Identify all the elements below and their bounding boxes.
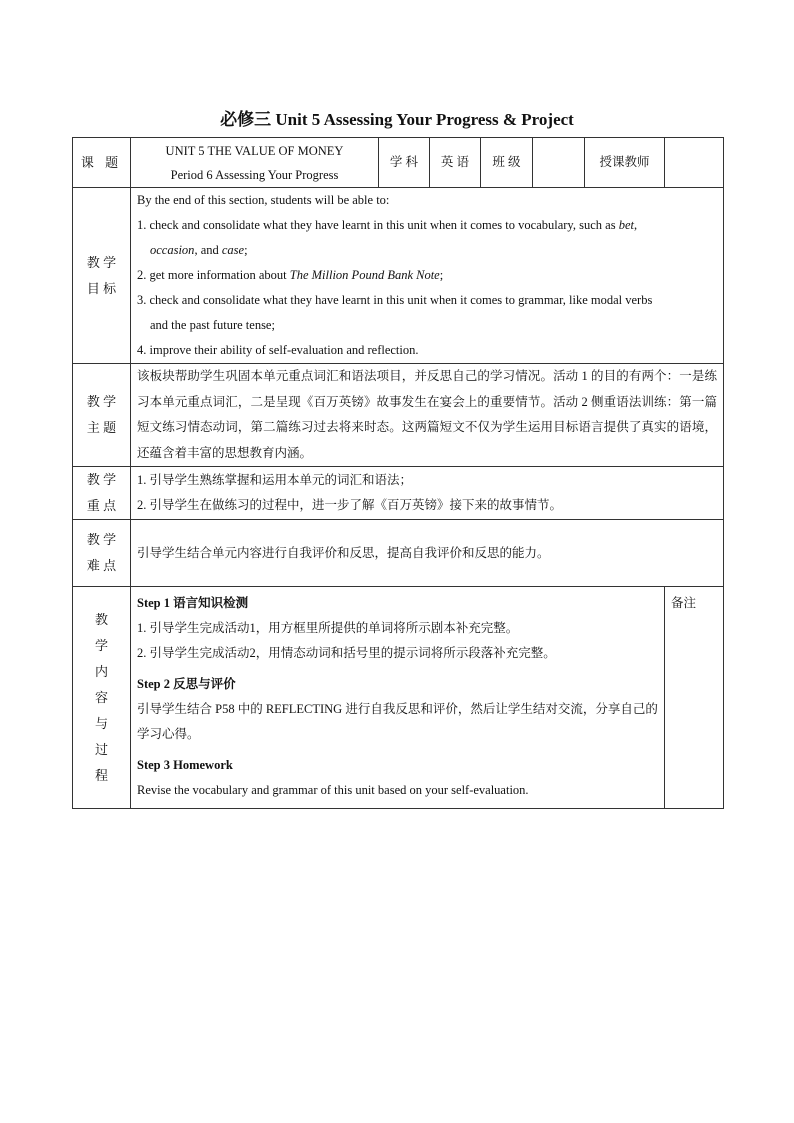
objective-item-2: 2. get more information about The Million Pound Bank Note;: [137, 268, 444, 282]
lesson-plan-table: [72, 137, 724, 809]
step3-text: Revise the vocabulary and grammar of this unit based on your self-evaluation.: [137, 783, 529, 797]
key-points-content: [131, 467, 724, 520]
objective-item-1: 1. check and consolidate what they have learnt in this unit when it comes to vocabulary, such as bet,: [137, 218, 638, 232]
objective-item-3-cont: and the past future tense;: [150, 318, 275, 332]
objectives-intro: By the end of this section, students will be able to:: [137, 193, 390, 207]
subject-value: 英 语: [430, 138, 481, 188]
objectives-row: [73, 188, 724, 364]
period-line: Period 6 Assessing Your Progress: [170, 167, 339, 182]
class-value: [533, 138, 585, 188]
difficulties-label: 教 学 难 点: [73, 520, 131, 587]
step3-title: Step 3 Homework: [137, 758, 233, 772]
key-point-1: 1. 引导学生熟练掌握和运用本单元的词汇和语法；: [137, 473, 413, 487]
unit-line: UNIT 5 THE VALUE OF MONEY: [165, 143, 344, 158]
key-points-label: 教 学 重 点: [73, 467, 131, 520]
process-label: 教 学 内 容 与 过 程: [73, 587, 131, 809]
class-label: 班 级: [481, 138, 533, 188]
document-title: 必修三 Unit 5 Assessing Your Progress & Project: [220, 110, 574, 129]
step1-item-1: 1. 引导学生完成活动1，用方框里所提供的单词将所示剧本补充完整。: [137, 621, 519, 635]
objective-item-4: 4. improve their ability of self-evaluation and reflection.: [137, 343, 419, 357]
teacher-label: 授课教师: [585, 138, 665, 188]
topic-label: 课 题: [73, 138, 131, 188]
notes-label: 备注: [671, 596, 697, 610]
theme-label: 教 学 主 题: [73, 364, 131, 467]
difficulties-content: 引导学生结合单元内容进行自我评价和反思，提高自我评价和反思的能力。: [131, 520, 724, 587]
header-row: [73, 138, 724, 188]
key-point-2: 2. 引导学生在做练习的过程中，进一步了解《百万英镑》接下来的故事情节。: [137, 498, 563, 512]
subject-label: 学 科: [379, 138, 430, 188]
process-content: [131, 587, 665, 809]
objectives-content: [131, 188, 724, 364]
notes-column: [665, 587, 724, 809]
theme-content: 该板块帮助学生巩固本单元重点词汇和语法项目，并反思自己的学习情况。活动 1 的目的有两个：一是练习本单元重点词汇，二是呈现《百万英镑》故事发生在宴会上的重要情节。活动 2 侧重语法训练：第一篇短文练习情态动词，第二篇练习过去将来时态。这两篇短文不仅为学生运用目标语言提供了真实的语境，还蕴含着丰富的思想教育内涵。: [131, 364, 724, 467]
step1-item-2: 2. 引导学生完成活动2，用情态动词和括号里的提示词将所示段落补充完整。: [137, 646, 556, 660]
key-points-row: [73, 467, 724, 520]
teacher-value: [665, 138, 724, 188]
objective-item-1-cont: occasion, and case;: [150, 243, 248, 257]
objectives-label: 教 学 目 标: [73, 188, 131, 364]
objective-item-3: 3. check and consolidate what they have learnt in this unit when it comes to grammar, like modal verbs: [137, 293, 653, 307]
theme-row: [73, 364, 724, 467]
step1-title: Step 1 语言知识检测: [137, 596, 249, 610]
process-row: [73, 587, 724, 809]
step2-text: 引导学生结合 P58 中的 REFLECTING 进行自我反思和评价，然后让学生结对交流，分享自己的学习心得。: [137, 702, 658, 741]
topic-value: [131, 138, 379, 188]
step2-title: Step 2 反思与评价: [137, 677, 236, 691]
difficulties-row: [73, 520, 724, 587]
